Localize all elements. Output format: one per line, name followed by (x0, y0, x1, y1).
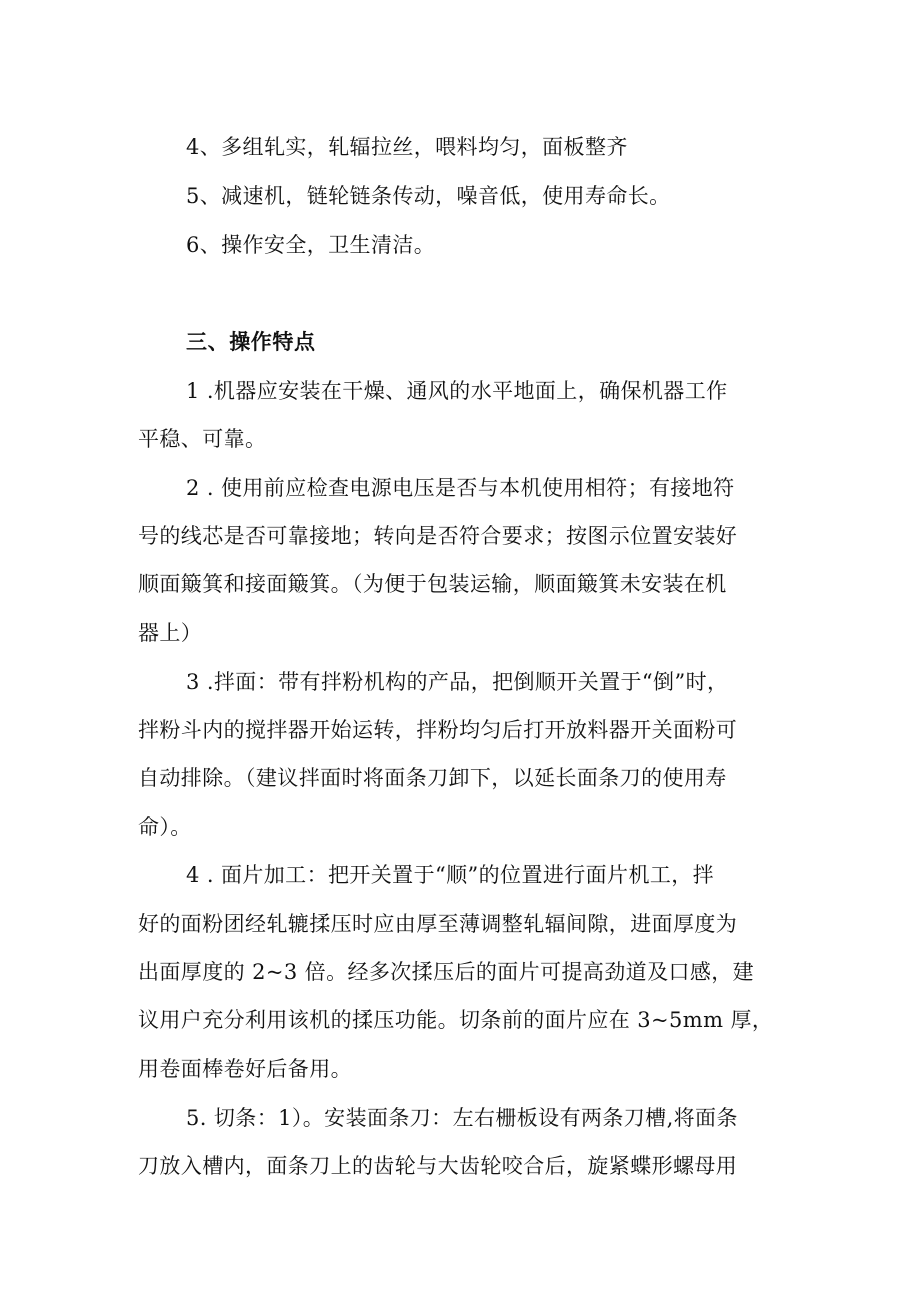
paragraph-line: 1 .机器应安装在干燥、通风的水平地面上，确保机器工作 (186, 379, 728, 403)
paragraph-line: 命）。 (138, 815, 192, 839)
paragraph-line: 议用户充分利用该机的揉压功能。切条前的面片应在 3~5mm 厚， (138, 1008, 774, 1032)
paragraph-line: 刀放入槽内，面条刀上的齿轮与大齿轮咬合后，旋紧蝶形螺母用 (138, 1154, 738, 1178)
paragraph-line: 用卷面棒卷好后备用。 (138, 1057, 352, 1081)
paragraph-line: 4 . 面片加工：把开关置于“顺”的位置进行面片机工，拌 (186, 863, 715, 887)
list-item-6: 6、操作安全，卫生清洁。 (186, 233, 436, 257)
paragraph-line: 3 .拌面：带有拌粉机构的产品，把倒顺开关置于“倒”时， (186, 670, 729, 694)
list-item-4: 4、多组轧实，轧辐拉丝，喂料均匀，面板整齐 (186, 135, 628, 159)
paragraph-line: 顺面簸箕和接面簸箕。（为便于包装运输，顺面簸箕未安装在机 (138, 572, 727, 596)
paragraph-line: 5. 切条：1）。安装面条刀：左右栅板设有两条刀槽,将面条 (186, 1106, 738, 1130)
list-item-5: 5、减速机，链轮链条传动，噪音低，使用寿命长。 (186, 184, 671, 208)
section-heading: 三、操作特点 (186, 330, 316, 354)
paragraph-line: 2 . 使用前应检查电源电压是否与本机使用相符；有接地符 (186, 476, 735, 500)
paragraph-line: 出面厚度的 2~3 倍。经多次揉压后的面片可提高劲道及口感，建 (138, 960, 755, 984)
paragraph-line: 拌粉斗内的搅拌器开始运转，拌粉均匀后打开放料器开关面粉可 (138, 718, 738, 742)
paragraph-line: 好的面粉团经轧辘揉压时应由厚至薄调整轧辐间隙，进面厚度为 (138, 912, 738, 936)
paragraph-line: 器上） (138, 621, 203, 645)
paragraph-line: 自动排除。（建议拌面时将面条刀卸下，以延长面条刀的使用寿 (138, 766, 727, 790)
paragraph-line: 平稳、可靠。 (138, 427, 267, 451)
paragraph-line: 号的线芯是否可靠接地；转向是否符合要求；按图示位置安装好 (138, 524, 738, 548)
